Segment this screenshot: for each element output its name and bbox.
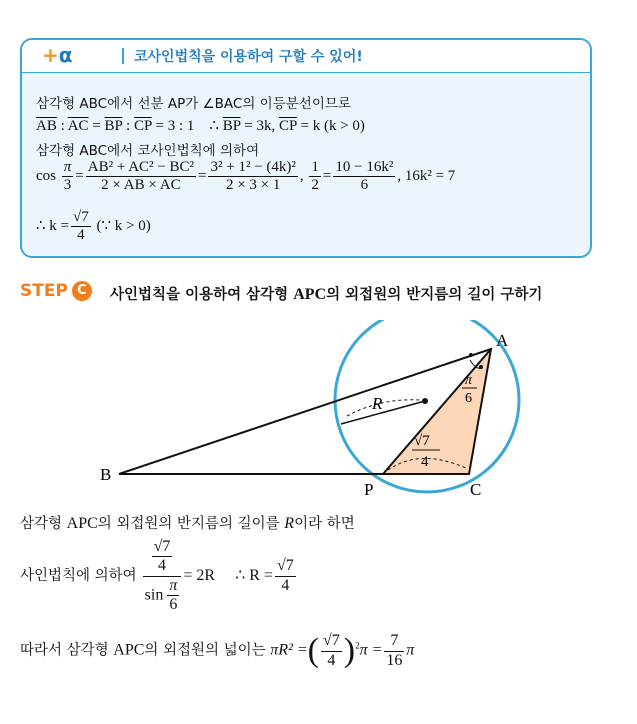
- tip-title: 코사인법칙을 이용하여 구할 수 있어!: [134, 49, 363, 65]
- tip-header: [22, 40, 590, 73]
- triangle-figure: [0, 320, 637, 505]
- side-label-num: √7: [414, 433, 430, 449]
- tip-line-3: 삼각형 ABC에서 코사인법칙에 의하여: [36, 143, 260, 159]
- angle-label-num: π: [465, 373, 473, 388]
- label-c: C: [470, 480, 482, 499]
- angle-dot-1: [469, 353, 473, 357]
- tip-line-1: 삼각형 ABC에서 선분 AP가 ∠BAC의 이등분선이므로: [36, 96, 351, 112]
- step-letter-badge: C: [72, 281, 92, 301]
- body-line-1: 삼각형 APC의 외접원의 반지름의 길이를 R이라 하면: [20, 515, 355, 532]
- tip-line-4: cos $\frac{\pi}{3}$ = $\frac{\text{AB² + AC² − BC²}}{2 \times AB \times AC}$ = $\frac{\text{3² + 1² − (4k)²}}{2 \times 3 \times 1}$ , $\frac{1}{2}$ = $\frac{\text{10 − 16k²}}{6}$ , 16k² = 7: [36, 159, 456, 194]
- body-line-3: 따라서 삼각형 APC의 외접원의 넓이는 πR² =( $\frac{√7}{4}$ )$^2$π = $\frac{7}{16}$ π: [20, 632, 415, 669]
- label-a: A: [496, 331, 509, 350]
- tip-box: [20, 38, 592, 258]
- divider: [122, 48, 124, 64]
- tip-line-5: ∴ k = $\frac{√7}{4}$ (∵ k > 0): [36, 209, 151, 244]
- body-line-2: 사인법칙에 의하여 $\frac{√7}{4}$ sin $\frac{\pi}{6}$ = 2R ∴ R = $\frac{√7}{4}$: [20, 538, 294, 614]
- step-label: STEP C: [20, 281, 92, 301]
- label-r: R: [372, 394, 383, 413]
- tip-line-2: $\overline{AB}$ : $\overline{AC} = \overline{BP}$ : $\overline{CP} = 3$ : 1 ∴ $\overline{BP} = 3k$, $\overline{CP} = k$ (k > 0): [36, 118, 365, 134]
- plus-alpha-icon: +α: [42, 43, 73, 67]
- side-label-den: 4: [421, 454, 429, 470]
- angle-label-den: 6: [465, 391, 472, 406]
- label-p: P: [364, 480, 374, 499]
- angle-dot-2: [479, 365, 483, 369]
- center-dot: [422, 398, 428, 404]
- label-b: B: [100, 465, 112, 484]
- step-title: 사인법칙을 이용하여 삼각형 APC의 외접원의 반지름의 길이 구하기: [110, 286, 543, 303]
- radius-brace: [347, 400, 420, 416]
